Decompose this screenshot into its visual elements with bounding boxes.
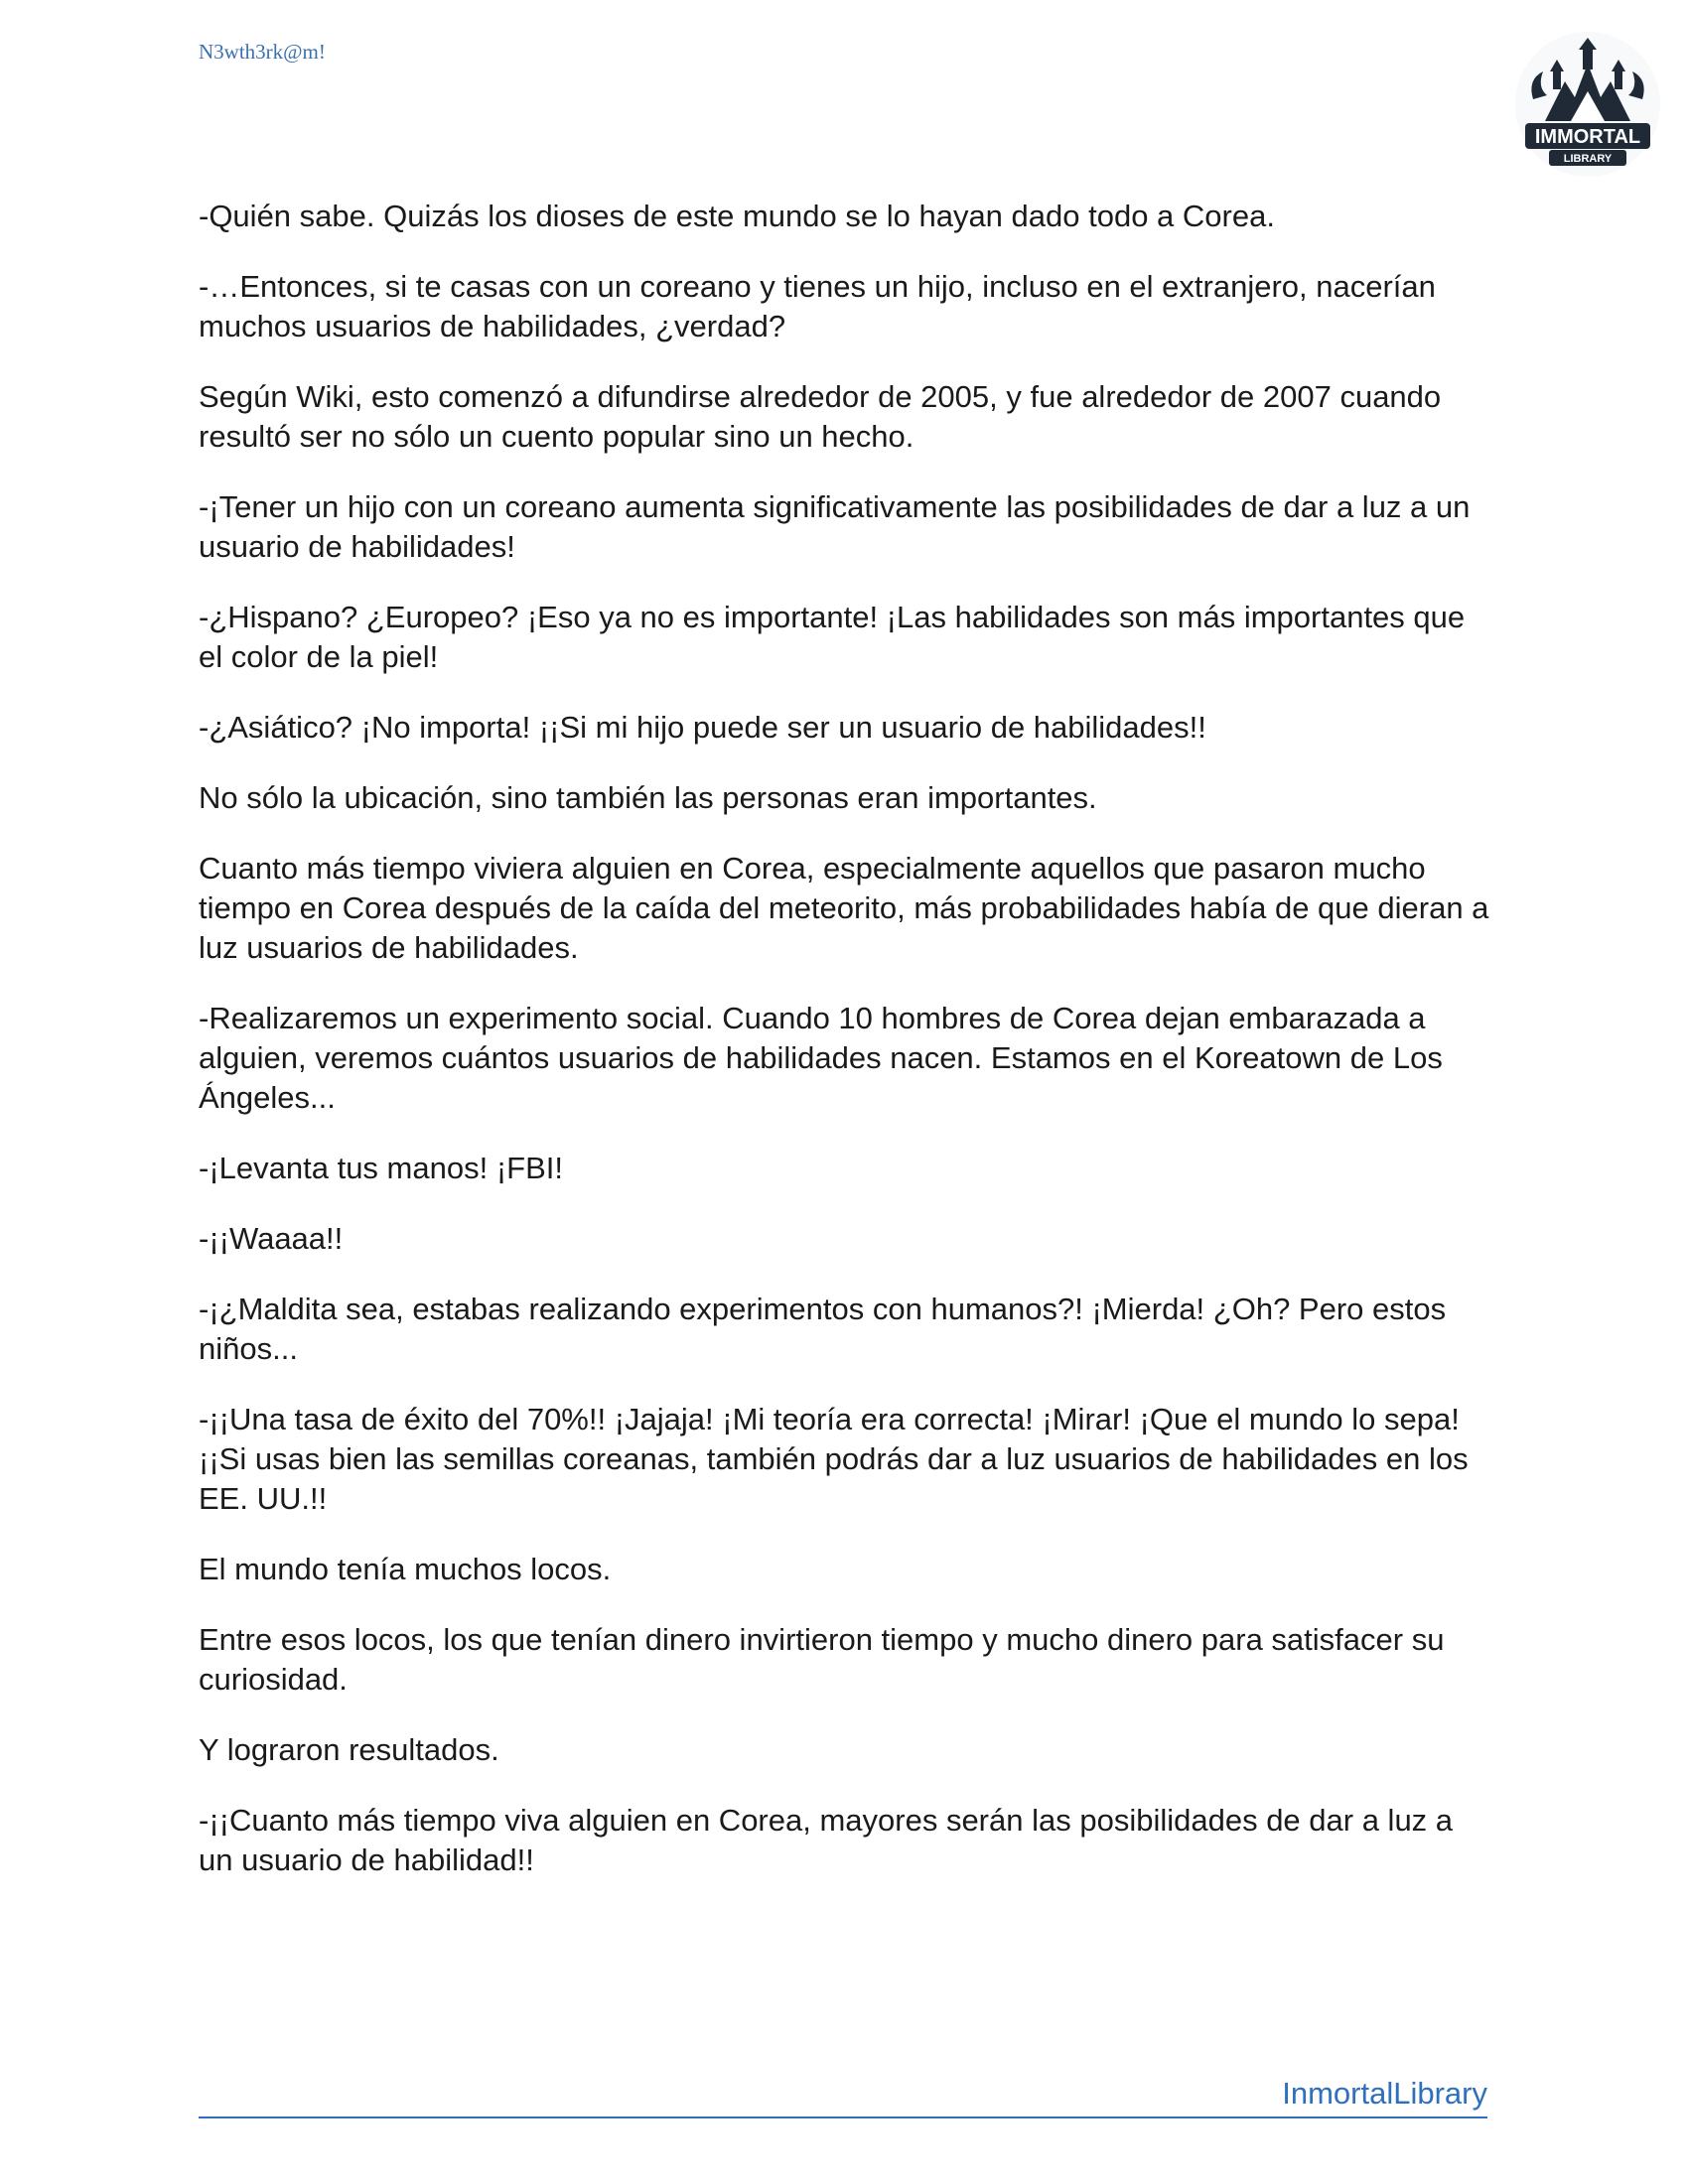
- logo-line1: IMMORTAL: [1534, 126, 1641, 148]
- paragraph: Según Wiki, esto comenzó a difundirse alrededor de 2005, y fue alrededor de 2007 cuando resultó ser no sólo un cuento popular sino un hecho.: [199, 379, 1442, 454]
- paragraph: -¡¡Waaaa!!: [199, 1221, 344, 1256]
- paragraph: -¡¿Maldita sea, estabas realizando experimentos con humanos?! ¡Mierda! ¿Oh? Pero estos niños...: [199, 1292, 1447, 1366]
- paragraph: -¡Levanta tus manos! ¡FBI!: [199, 1151, 563, 1185]
- footer-link[interactable]: InmortalLibrary: [1282, 2076, 1487, 2111]
- footer-divider: [199, 2116, 1487, 2118]
- paragraph: Cuanto más tiempo viviera alguien en Corea, especialmente aquellos que pasaron mucho tiempo en Corea después de la caída del meteorito, más probabilidades había de que dieran a luz usuarios de habilidades.: [199, 851, 1489, 965]
- paragraph: No sólo la ubicación, sino también las personas eran importantes.: [199, 780, 1097, 815]
- paragraph: -¿Asiático? ¡No importa! ¡¡Si mi hijo puede ser un usuario de habilidades!!: [199, 710, 1206, 745]
- paragraph: Y lograron resultados.: [199, 1732, 499, 1767]
- paragraph: -¿Hispano? ¿Europeo? ¡Eso ya no es importante! ¡Las habilidades son más importantes que el color de la piel!: [199, 600, 1466, 674]
- paragraph: El mundo tenía muchos locos.: [199, 1552, 612, 1586]
- header-tag: N3wth3rk@m!: [199, 40, 326, 64]
- paragraph: Entre esos locos, los que tenían dinero invirtieron tiempo y mucho dinero para satisfacer su curiosidad.: [199, 1622, 1445, 1697]
- immortal-library-logo: [1513, 30, 1662, 179]
- logo-line2: LIBRARY: [1563, 153, 1613, 165]
- paragraph: -¡Tener un hijo con un coreano aumenta significativamente las posibilidades de dar a luz a un usuario de habilidades!: [199, 489, 1471, 564]
- paragraph: -¡¡Cuanto más tiempo viva alguien en Corea, mayores serán las posibilidades de dar a luz a un usuario de habilidad!!: [199, 1803, 1454, 1877]
- paragraph: -Realizaremos un experimento social. Cuando 10 hombres de Corea dejan embarazada a alguien, veremos cuántos usuarios de habilidades nacen. Estamos en el Koreatown de Los Ángeles...: [199, 1001, 1443, 1115]
- paragraph: -…Entonces, si te casas con un coreano y tienes un hijo, incluso en el extranjero, nacerían muchos usuarios de habilidades, ¿verdad?: [199, 269, 1436, 343]
- document-body: [199, 197, 1489, 1911]
- paragraph: -Quién sabe. Quizás los dioses de este mundo se lo hayan dado todo a Corea.: [199, 199, 1275, 233]
- paragraph: -¡¡Una tasa de éxito del 70%!! ¡Jajaja! ¡Mi teoría era correcta! ¡Mirar! ¡Que el mundo lo sepa! ¡¡Si usas bien las semillas coreanas, también podrás dar a luz usuarios de habilidades en los EE. UU.!!: [199, 1402, 1469, 1516]
